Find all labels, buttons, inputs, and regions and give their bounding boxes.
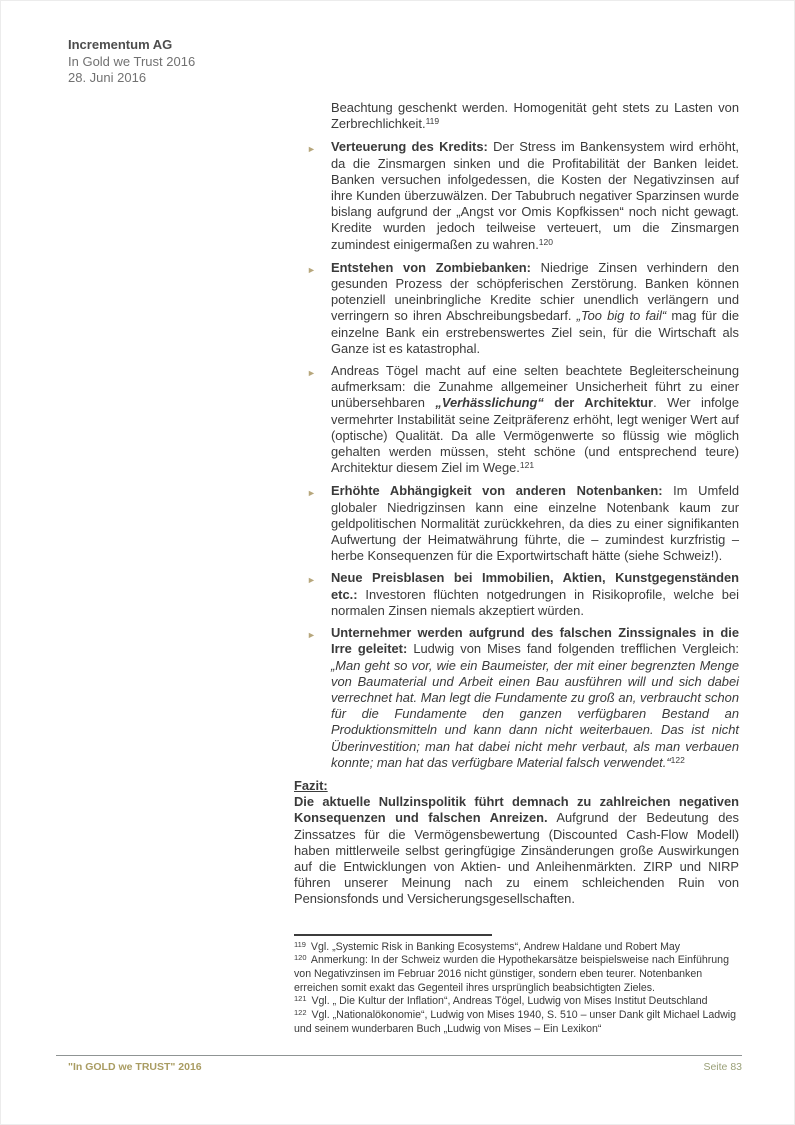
- footnote-item: [294, 995, 739, 1009]
- text-segment: Beachtung geschenkt werden. Homogenität geht stets zu Lasten von Zerbrechlichkeit.: [331, 100, 739, 132]
- footnote-number: 119: [294, 939, 306, 949]
- report-date: 28. Juni 2016: [68, 70, 147, 85]
- text-segment: Entstehen von Zombiebanken:: [331, 259, 531, 275]
- text-segment: Unternehmer werden aufgrund des falschen Zinssignales in die Irre geleitet:: [331, 625, 739, 657]
- bullet-triangle-icon: ►: [307, 264, 316, 275]
- bullet-list: [294, 139, 739, 772]
- bullet-item: [294, 483, 739, 564]
- bullet-item: [294, 625, 739, 772]
- footnote-item: [294, 954, 739, 995]
- page-footer: [56, 1055, 742, 1073]
- footnote-separator: [294, 934, 492, 936]
- footnote-reference: 120: [538, 236, 553, 247]
- body-column: [294, 100, 739, 1036]
- bullet-triangle-icon: ►: [307, 575, 316, 586]
- bullet-triangle-icon: ►: [307, 488, 316, 499]
- text-segment: Investoren flüchten notgedrungen in Risikoprofile, welche bei normalen Zinsen niemals akzeptiert würden.: [331, 586, 739, 618]
- company-name: Incrementum AG: [68, 37, 173, 52]
- footer-row: [56, 1056, 742, 1073]
- text-segment: „Too big to fail“: [576, 308, 667, 324]
- text-segment: „Verhässlichung“: [435, 395, 544, 411]
- footnote-text: Vgl. „Systemic Risk in Banking Ecosystems“, Andrew Haldane und Robert May: [307, 940, 681, 953]
- page-header: [68, 37, 195, 87]
- bullet-item: [294, 570, 739, 619]
- fazit-paragraph: [294, 794, 739, 907]
- text-segment: mag für die einzelne Bank ein erstrebenswertes Ziel sein, für die Wirtschaft als Ganze ist es katastrophal.: [331, 308, 739, 356]
- footnote-number: 121: [294, 994, 307, 1004]
- bullet-triangle-icon: ►: [307, 368, 316, 379]
- footnote-block: [294, 934, 739, 1037]
- text-segment: Die aktuelle Nullzinspolitik führt demnach zu zahlreichen negativen Konsequenzen und falschen Anreizen.: [294, 794, 739, 826]
- footnote-text: Vgl. „Nationalökonomie“, Ludwig von Mises 1940, S. 510 – unser Dank gilt Michael Ladwig und seinem wunderbaren Buch „Ludwig von Mises – Ein Lexikon“: [294, 1009, 737, 1035]
- bullet-item: [294, 139, 739, 253]
- text-segment: Erhöhte Abhängigkeit von anderen Notenbanken:: [331, 483, 663, 499]
- footnote-number: 122: [294, 1008, 307, 1018]
- text-segment: . Wer infolge vermehrter Instabilität seine Zeitpräferenz erhöht, legt weniger Wert auf (optische) Qualität. Da alle Vermögenwerte so flüssig wie möglich gehalten werden müssen, steht schöne (und entsprechend teure) Architektur diesem Ziel im Wege.: [331, 395, 739, 476]
- footnote-number: 120: [294, 953, 307, 963]
- footer-page-number: Seite 83: [703, 1061, 742, 1073]
- text-segment: Ludwig von Mises fand folgenden trefflichen Vergleich:: [407, 641, 739, 657]
- bullet-triangle-icon: ►: [307, 144, 316, 155]
- text-segment: Aufgrund der Bedeutung des Zinssatzes für die Vermögensbewertung (Discounted Cash-Flow Modell) haben mittlerweile selbst geringfügige Zinsänderungen große Auswirkungen auf die Entwicklungen von Aktien- und Anleihenmärkten. ZIRP und NIRP führen unserer Meinung nach zu einem schleichenden Ruin von Pensionsfonds und Versicherungsgesellschaften.: [294, 810, 739, 907]
- text-segment: Andreas Tögel macht auf eine selten beachtete Begleiterscheinung aufmerksam: die Zunahme allgemeiner Unsicherheit führt zu einer unübersehbaren: [331, 363, 739, 411]
- intro-paragraph: [294, 100, 739, 133]
- fazit-heading: Fazit:: [294, 777, 328, 793]
- bullet-triangle-icon: ►: [307, 630, 316, 641]
- text-segment: Im Umfeld globaler Niedrigzinsen kann eine einzelne Notenbank kaum zur geldpolitischen Normalität zurückkehren, da dies zu einer signifikanten Aufwertung der Heimatwährung führte, die – zumindest kurzfristig – herbe Konsequenzen für die Exportwirtschaft hätte (siehe Schweiz!).: [331, 483, 739, 564]
- footnote-text: Vgl. „ Die Kultur der Inflation“, Andreas Tögel, Ludwig von Mises Institut Deutschland: [308, 995, 708, 1008]
- bullet-item: [294, 363, 739, 477]
- footnote-reference: 121: [519, 460, 535, 471]
- footnote-item: [294, 1009, 739, 1036]
- text-segment: Niedrige Zinsen verhindern den gesunden Prozess der schöpferischen Zerstörung. Banken können potenziell uneinbringliche Kredite schier unendlich verlängern und verringern so ihren Abschreibungsbedarf.: [331, 259, 739, 324]
- text-segment: Neue Preisblasen bei Immobilien, Aktien, Kunstgegenständen etc.:: [331, 570, 739, 602]
- footnote-list: [294, 941, 739, 1037]
- footnote-reference: 119: [425, 116, 440, 127]
- text-segment: Der Stress im Bankensystem wird erhöht, da die Zinsmargen sinken und die Profitabilität der Banken leidet. Banken versuchen infolgedessen, die Kosten der Negativzinsen auf ihre Kunden überzuwälzen. Der Tabubruch negativer Sparzinsen wurde bislang aufgrund der „Angst vor Omis Kopfkissen“ noch nicht gewagt. Kredite wurden jedoch teilweise verteuert, um die Zinsmargen zumindest einigermaßen zu wahren.: [331, 139, 739, 252]
- footnote-item: [294, 941, 739, 955]
- text-segment: „Man geht so vor, wie ein Baumeister, der mit einer begrenzten Menge von Baumaterial und Arbeit einen Bau ausführen will und sich dabei verrechnet hat. Man legt die Fundamente zu groß an, verbraucht schon für die Fundamente den ganzen verfügbaren Bestand an Produktionsmitteln und kann dann nicht weiterbauen. Das ist nicht Überinvestition; man hat dabei nicht mehr verbaut, als man verbauen konnte; man hat das verfügbare Material falsch verwendet.“: [331, 657, 739, 770]
- footnote-text: Anmerkung: In der Schweiz wurden die Hypothekarsätze beispielsweise nach Einführung von Negativzinsen im Februar 2016 nicht günstiger, sondern eben teurer. Notenbanken erreichen somit exakt das Gegenteil ihres ursprünglich beabsichtigten Zieles.: [294, 954, 729, 994]
- report-title: In Gold we Trust 2016: [68, 53, 196, 69]
- footnote-reference: 122: [670, 754, 685, 765]
- footer-report-title: "In GOLD we TRUST" 2016: [68, 1061, 202, 1073]
- text-segment: der Architektur: [543, 395, 654, 411]
- text-segment: Verteuerung des Kredits:: [331, 139, 488, 155]
- bullet-item: [294, 260, 739, 357]
